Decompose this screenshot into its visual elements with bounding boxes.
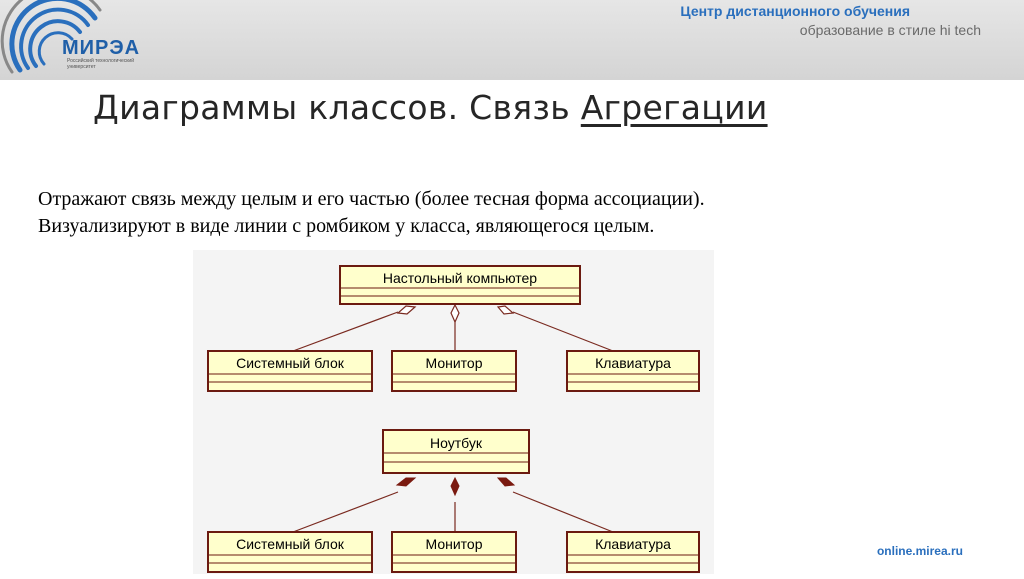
class-box-laptop: [383, 430, 529, 473]
slide-title-underlined: Агрегации: [580, 88, 768, 127]
filled-diamond-icon: [451, 478, 459, 495]
class-name-agg-part-1: Системный блок: [236, 355, 344, 371]
uml-diagram: [193, 250, 714, 574]
class-name-comp-part-2: Монитор: [425, 536, 483, 552]
class-name-comp-part-3: Клавиатура: [595, 536, 671, 552]
composition-line-3: [513, 492, 613, 532]
class-name-desktop: Настольный компьютер: [382, 270, 538, 286]
mirea-logo: [0, 0, 175, 80]
composition-line-1: [293, 492, 398, 532]
class-box-comp-part-2: [392, 532, 516, 572]
center-subtitle: образование в стиле hi tech: [799, 22, 981, 38]
logo-text: МИРЭА: [62, 37, 141, 59]
class-name-laptop: Ноутбук: [430, 435, 482, 451]
slide-body: [38, 186, 705, 240]
class-name-agg-part-2: Монитор: [425, 355, 483, 371]
class-box-comp-part-1: [208, 532, 372, 572]
class-box-agg-part-3: [567, 351, 699, 391]
aggregation-line-3: [513, 312, 613, 351]
footer-url[interactable]: online.mirea.ru: [876, 544, 963, 558]
body-line-2: Визуализируют в виде линии с ромбиком у класса, являющегося целым.: [38, 215, 655, 237]
uml-diagram-svg: [193, 250, 714, 574]
header-bar: [0, 0, 1024, 80]
class-box-agg-part-1: [208, 351, 372, 391]
hollow-diamond-icon: [451, 305, 459, 322]
slide-title-prefix: Диаграммы классов. Связь: [93, 88, 581, 127]
class-box-agg-part-2: [392, 351, 516, 391]
aggregation-line-1: [293, 312, 398, 351]
class-box-comp-part-3: [567, 532, 699, 572]
class-name-comp-part-1: Системный блок: [236, 536, 344, 552]
hollow-diamond-icon: [498, 306, 513, 314]
filled-diamond-icon: [397, 478, 415, 486]
class-name-agg-part-3: Клавиатура: [595, 355, 671, 371]
class-box-desktop: [340, 266, 580, 304]
center-title: Центр дистанционного обучения: [680, 3, 910, 19]
filled-diamond-icon: [498, 478, 514, 486]
slide-title: [93, 88, 768, 127]
logo-subtitle: Российский технологический университет: [67, 58, 135, 70]
body-line-1: Отражают связь между целым и его частью (более тесная форма ассоциации).: [38, 188, 705, 210]
hollow-diamond-icon: [398, 306, 415, 314]
